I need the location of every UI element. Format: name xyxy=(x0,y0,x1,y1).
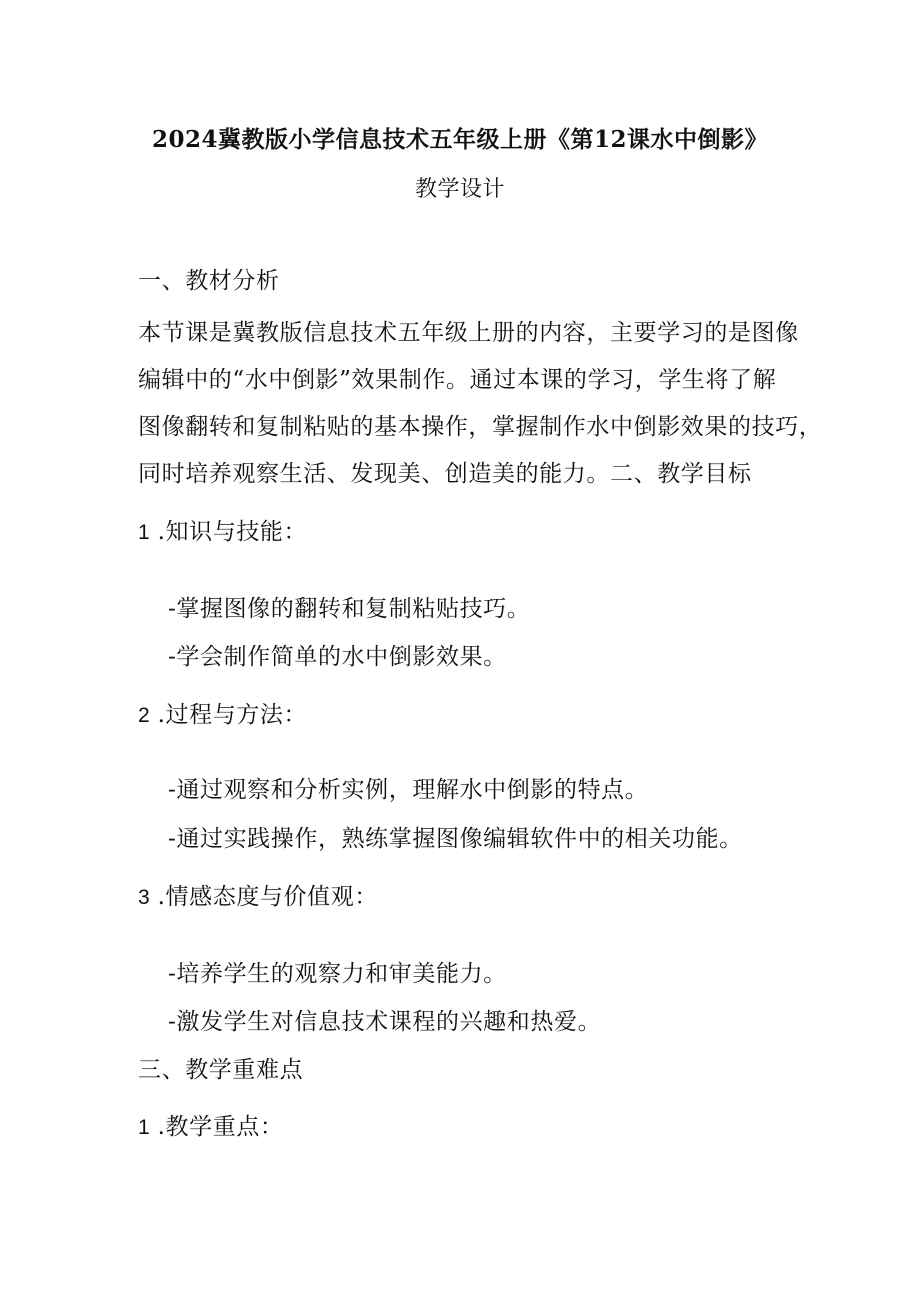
goal-heading-emotion xyxy=(138,878,378,911)
list-item: -学会制作简单的水中倒影效果。 xyxy=(168,644,507,670)
list-label: .情感态度与价值观： xyxy=(157,884,378,910)
list-item: -通过实践操作，熟练掌握图像编辑软件中的相关功能。 xyxy=(168,826,743,852)
paragraph-line: 图像翻转和复制粘贴的基本操作，掌握制作水中倒影效果的技巧， xyxy=(138,414,823,440)
paragraph-line: 本节课是冀教版信息技术五年级上册的内容，主要学习的是图像 xyxy=(138,320,799,346)
list-number: 1 xyxy=(138,521,150,544)
list-item: -通过观察和分析实例，理解水中倒影的特点。 xyxy=(168,777,649,803)
goal-heading-process xyxy=(138,696,307,729)
list-label: .教学重点： xyxy=(157,1114,284,1140)
list-item: -培养学生的观察力和审美能力。 xyxy=(168,961,507,987)
document-subtitle: 教学设计 xyxy=(414,177,505,202)
keypoint-heading xyxy=(138,1108,284,1141)
list-item: -激发学生对信息技术课程的兴趣和热爱。 xyxy=(168,1009,602,1035)
paragraph-line: 编辑中的“水中倒影”效果制作。通过本课的学习，学生将了解 xyxy=(138,367,777,393)
document-title: 2024冀教版小学信息技术五年级上册《第12课水中倒影》 xyxy=(151,126,769,153)
paragraph-line: 同时培养观察生活、发现美、创造美的能力。二、教学目标 xyxy=(138,461,752,487)
section-heading-analysis: 一、教材分析 xyxy=(138,268,280,294)
list-label: .过程与方法： xyxy=(157,702,308,728)
list-label: .知识与技能： xyxy=(157,519,308,545)
list-item: -掌握图像的翻转和复制粘贴技巧。 xyxy=(168,596,531,622)
list-number: 1 xyxy=(138,1116,150,1139)
section-heading-keypoints: 三、教学重难点 xyxy=(138,1057,304,1083)
list-number: 2 xyxy=(138,704,150,727)
list-number: 3 xyxy=(138,886,150,909)
goal-heading-knowledge xyxy=(138,513,307,546)
